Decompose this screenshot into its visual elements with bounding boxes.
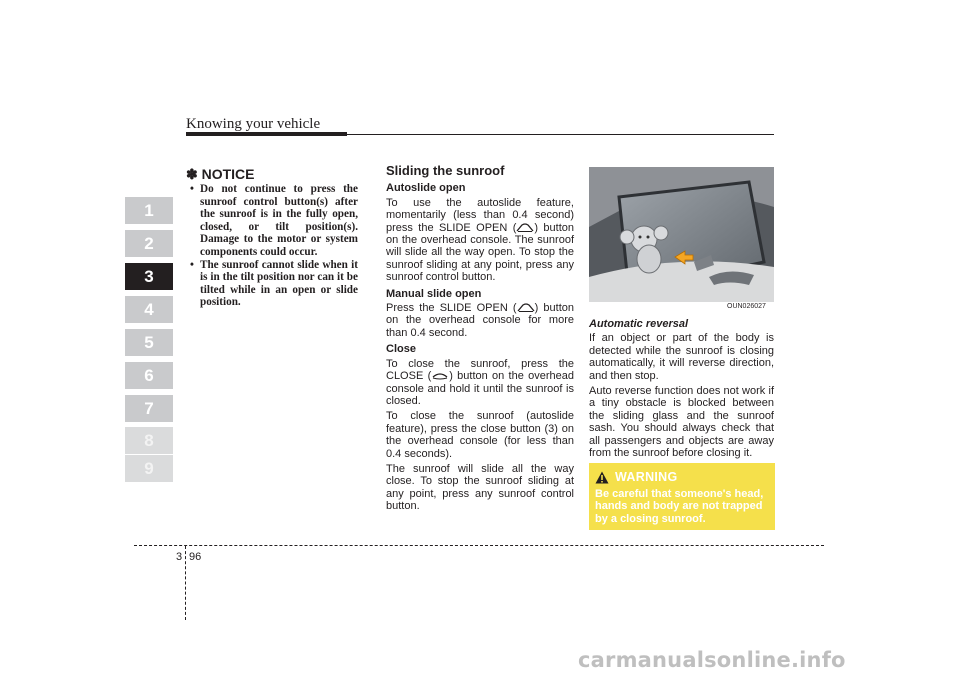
autoslide-text bbox=[386, 197, 574, 284]
chapter-tab-1[interactable]: 1 bbox=[125, 197, 173, 224]
close-autoslide-text: To close the sunroof (autoslide feature), press the close button (3) on the overhead console (for less than 0.4 seconds). bbox=[386, 410, 574, 460]
footer-rule bbox=[134, 545, 824, 546]
bullet-icon: • bbox=[190, 183, 194, 195]
notice-item bbox=[190, 183, 358, 259]
text-run: ) button on the overhead console for more than 0.4 second. bbox=[386, 302, 574, 339]
auto-reverse-text: If an object or part of the body is detected while the sunroof is closing automatically, it will reverse direction, and then stop. bbox=[589, 332, 774, 382]
notice-item-text: Do not continue to press the sunroof control button(s) after the sunroof is in the fully open, closed, or tilt position(s). Damage to the motor or system components could occur. bbox=[200, 183, 358, 258]
notice-title: ✽ NOTICE bbox=[186, 166, 255, 182]
subheading-auto-reverse: Automatic reversal bbox=[589, 318, 689, 330]
manual-text bbox=[386, 302, 574, 339]
sunroof-photo bbox=[589, 167, 774, 312]
subheading-autoslide: Autoslide open bbox=[386, 182, 466, 195]
header-rule-accent bbox=[186, 132, 347, 136]
chapter-tab-7[interactable]: 7 bbox=[125, 395, 173, 422]
section-heading: Sliding the sunroof bbox=[386, 163, 505, 178]
auto-reverse-section bbox=[589, 318, 774, 462]
warning-title: WARNING bbox=[615, 470, 678, 484]
chapter-tab-8[interactable]: 8 bbox=[125, 427, 173, 454]
text-run: ) button on the overhead console and hold it until the sunroof is closed. bbox=[386, 370, 574, 407]
text-run: To use the autoslide feature, momentarily (less than 0.4 second) press the SLIDE OPEN ( bbox=[386, 196, 574, 234]
text-run: To close the sunroof, press the CLOSE ( bbox=[386, 357, 574, 383]
notice-item bbox=[190, 259, 358, 309]
text-run: Press the SLIDE OPEN ( bbox=[386, 302, 517, 315]
subheading-close: Close bbox=[386, 343, 416, 356]
close-button-icon bbox=[431, 370, 449, 381]
warning-header bbox=[595, 470, 678, 484]
photo-code: OUN026027 bbox=[727, 303, 766, 310]
page-number: 96 bbox=[189, 551, 202, 563]
close-stop-text: The sunroof will slide all the way close. To stop the sunroof sliding at any point, press any sunroof control button. bbox=[386, 462, 574, 513]
sliding-sunroof-section bbox=[386, 165, 574, 516]
text-run: ) button on the overhead console. The sunroof will slide all the way open. To stop the sunroof sliding at any point, press any sunroof control button. bbox=[386, 221, 574, 284]
notice-item-text: The sunroof cannot slide when it is in the tilt position nor can it be tilted while in an open or slide position. bbox=[200, 258, 358, 309]
close-text bbox=[386, 358, 574, 408]
sunroof-illustration bbox=[589, 167, 774, 312]
footer-divider bbox=[185, 546, 186, 620]
auto-reverse-note: Auto reverse function does not work if a tiny obstacle is blocked between the sliding glass and the sunroof sash. You should always check that all passengers and objects are away from the sunroof before closing it. bbox=[589, 385, 774, 460]
page-chapter: 3 bbox=[176, 551, 183, 563]
section-title: Knowing your vehicle bbox=[186, 116, 321, 132]
watermark: carmanualsonline.info bbox=[578, 648, 846, 672]
chapter-tab-5[interactable]: 5 bbox=[125, 329, 173, 356]
warning-text: Be careful that someone's head, hands and body are not trapped by a closing sunroof. bbox=[595, 488, 764, 525]
chapter-tab-4[interactable]: 4 bbox=[125, 296, 173, 323]
slide-open-button-icon bbox=[516, 222, 534, 233]
chapter-tab-6[interactable]: 6 bbox=[125, 362, 173, 389]
subheading-manual: Manual slide open bbox=[386, 287, 482, 300]
notice-list bbox=[190, 183, 358, 309]
header-rule bbox=[347, 134, 774, 135]
warning-triangle-icon bbox=[595, 471, 609, 484]
chapter-tab-2[interactable]: 2 bbox=[125, 230, 173, 257]
bullet-icon: • bbox=[190, 258, 194, 271]
chapter-tab-9[interactable]: 9 bbox=[125, 455, 173, 482]
chapter-tab-3[interactable]: 3 bbox=[125, 263, 173, 290]
slide-open-button-icon bbox=[517, 302, 535, 313]
